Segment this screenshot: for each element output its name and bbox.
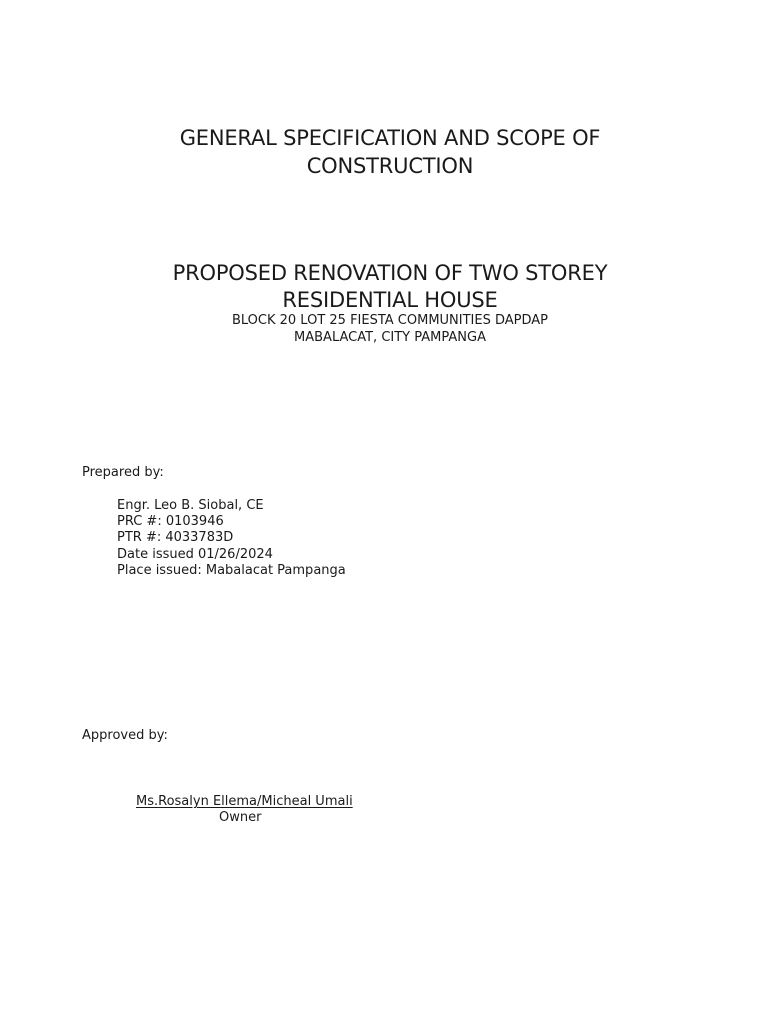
preparer-date-issued: Date issued 01/26/2024 <box>117 547 273 562</box>
approver-name: Ms.Rosalyn Ellema/Micheal Umali <box>136 794 353 809</box>
document-title-line-1: GENERAL SPECIFICATION AND SCOPE OF <box>179 126 601 150</box>
approved-by-label: Approved by: <box>82 728 168 743</box>
project-address-line-1: BLOCK 20 LOT 25 FIESTA COMMUNITIES DAPDAP <box>231 313 549 328</box>
approver-role: Owner <box>219 810 262 825</box>
prepared-by-label: Prepared by: <box>82 465 164 480</box>
project-address-line-2: MABALACAT, CITY PAMPANGA <box>294 330 486 345</box>
project-title-line-1: PROPOSED RENOVATION OF TWO STOREY <box>172 261 608 285</box>
document-title-line-2: CONSTRUCTION <box>306 154 474 178</box>
preparer-name: Engr. Leo B. Siobal, CE <box>117 498 264 513</box>
project-title-line-2: RESIDENTIAL HOUSE <box>282 288 498 312</box>
preparer-ptr-number: PTR #: 4033783D <box>117 530 234 545</box>
preparer-prc-number: PRC #: 0103946 <box>117 514 224 529</box>
preparer-place-issued: Place issued: Mabalacat Pampanga <box>117 563 346 578</box>
